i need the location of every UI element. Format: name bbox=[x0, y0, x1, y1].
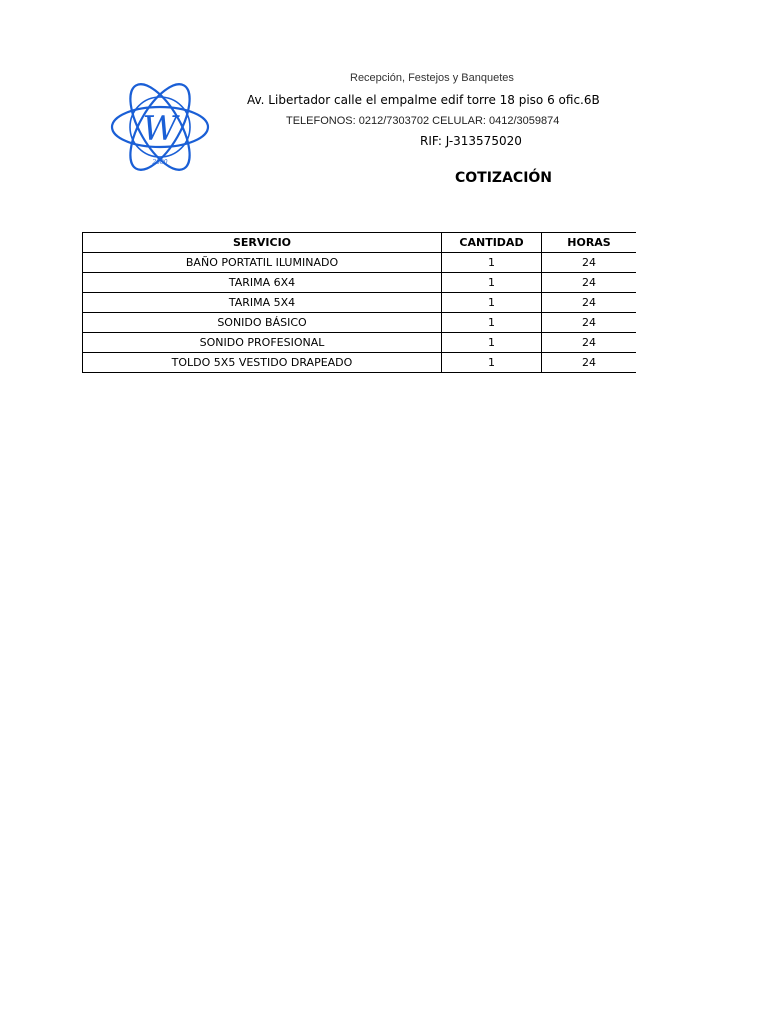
cell-horas: 24 bbox=[542, 253, 637, 273]
cell-horas: 24 bbox=[542, 273, 637, 293]
cell-servicio: TARIMA 6X4 bbox=[83, 273, 442, 293]
table-row bbox=[83, 253, 637, 273]
header-horas: HORAS bbox=[542, 233, 637, 253]
cell-cantidad: 1 bbox=[442, 353, 542, 373]
logo-letter: W bbox=[142, 109, 178, 149]
cell-horas: 24 bbox=[542, 333, 637, 353]
cell-horas: 24 bbox=[542, 293, 637, 313]
table-row bbox=[83, 313, 637, 333]
company-address: Av. Libertador calle el empalme edif torre 18 piso 6 ofic.6B bbox=[247, 93, 600, 107]
cell-horas: 24 bbox=[542, 313, 637, 333]
atom-logo-icon bbox=[109, 80, 211, 174]
table-row bbox=[83, 273, 637, 293]
table-row bbox=[83, 353, 637, 373]
header-servicio: SERVICIO bbox=[83, 233, 442, 253]
cell-servicio: SONIDO BÁSICO bbox=[83, 313, 442, 333]
header-cantidad: CANTIDAD bbox=[442, 233, 542, 253]
company-subtitle: Recepción, Festejos y Banquetes bbox=[350, 72, 514, 84]
cell-horas: 24 bbox=[542, 353, 637, 373]
cell-cantidad: 1 bbox=[442, 313, 542, 333]
cell-servicio: BAÑO PORTATIL ILUMINADO bbox=[83, 253, 442, 273]
company-rif: RIF: J-313575020 bbox=[420, 134, 522, 148]
cell-servicio: TARIMA 5X4 bbox=[83, 293, 442, 313]
logo-year: 2000 bbox=[152, 159, 168, 166]
cell-cantidad: 1 bbox=[442, 273, 542, 293]
cell-cantidad: 1 bbox=[442, 253, 542, 273]
table-row bbox=[83, 293, 637, 313]
company-logo bbox=[109, 80, 211, 174]
quote-table bbox=[82, 232, 636, 373]
cell-servicio: SONIDO PROFESIONAL bbox=[83, 333, 442, 353]
company-phones: TELEFONOS: 0212/7303702 CELULAR: 0412/3059874 bbox=[286, 115, 560, 127]
cell-servicio: TOLDO 5X5 VESTIDO DRAPEADO bbox=[83, 353, 442, 373]
table-header-row bbox=[83, 233, 637, 253]
cell-cantidad: 1 bbox=[442, 333, 542, 353]
table-row bbox=[83, 333, 637, 353]
document-title: COTIZACIÓN bbox=[455, 170, 553, 186]
cell-cantidad: 1 bbox=[442, 293, 542, 313]
